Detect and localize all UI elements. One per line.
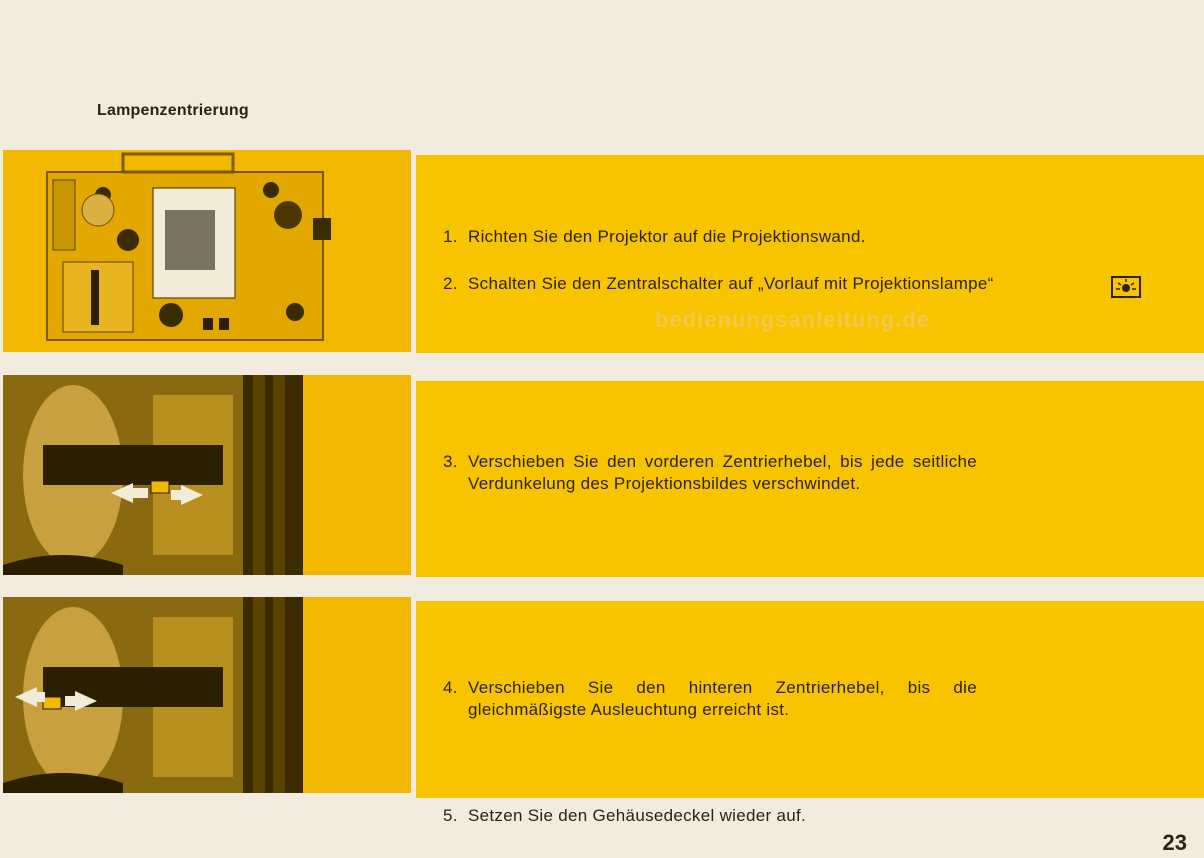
projector-photo bbox=[3, 150, 411, 352]
rear-lever-photo bbox=[3, 597, 411, 793]
step-5 bbox=[443, 805, 943, 827]
step-1-number: 1. bbox=[443, 227, 458, 246]
step-4-number: 4. bbox=[443, 678, 458, 697]
step-3 bbox=[443, 451, 977, 495]
page-number: 23 bbox=[1162, 830, 1187, 855]
step-1-text: Richten Sie den Projektor auf die Projektionswand. bbox=[468, 227, 866, 246]
step-3-number: 3. bbox=[443, 452, 458, 471]
step-5-number: 5. bbox=[443, 806, 458, 825]
front-lever-photo bbox=[3, 375, 411, 575]
page-title: Lampenzentrierung bbox=[97, 102, 249, 119]
step-2-text: Schalten Sie den Zentralschalter auf „Vorlauf mit Projektionslampe“ bbox=[468, 274, 994, 293]
step-3-text: Verschieben Sie den vorderen Zentrierhebel, bis jede seitliche Verdunkelung des Projektionsbildes verschwindet. bbox=[468, 452, 977, 493]
step-2-number: 2. bbox=[443, 274, 458, 293]
step-1 bbox=[443, 226, 977, 248]
step-4 bbox=[443, 677, 977, 721]
step-2 bbox=[443, 273, 1093, 295]
step-4-text: Verschieben Sie den hinteren Zentrierhebel, bis die gleichmäßigste Ausleuchtung erreicht ist. bbox=[468, 678, 977, 719]
projection-lamp-icon bbox=[1111, 276, 1141, 298]
step-5-text: Setzen Sie den Gehäusedeckel wieder auf. bbox=[468, 806, 807, 825]
watermark: bedienungsanleitung.de bbox=[655, 307, 931, 332]
